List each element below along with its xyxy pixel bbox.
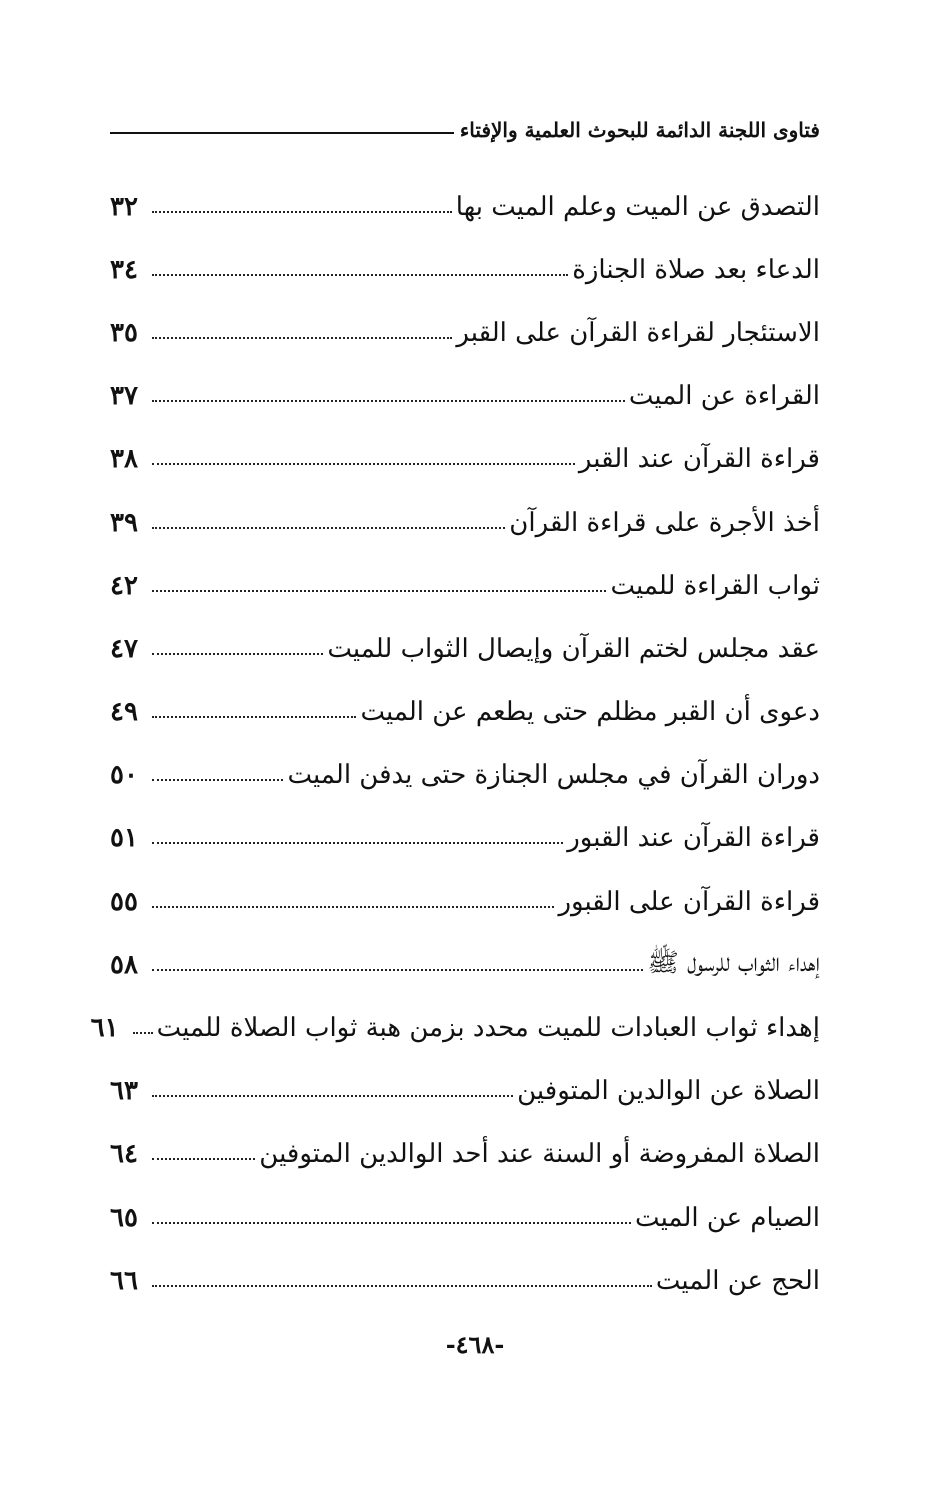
toc-entry[interactable] (110, 807, 820, 870)
toc-entry-title: إهداء ثواب العبادات للميت محدد بزمن هبة ثواب الصلاة للميت (156, 1013, 820, 1044)
dot-leader (152, 1222, 631, 1224)
running-header (110, 108, 820, 152)
toc-entry[interactable] (110, 933, 820, 996)
toc-entry-title: قراءة القرآن على القبور (558, 886, 820, 917)
toc-entry-page: ٥٨ (110, 949, 138, 980)
toc-entry-title: عقد مجلس لختم القرآن وإيصال الثواب للميت (327, 633, 820, 664)
toc-entry-page: ٣٩ (110, 507, 138, 538)
dot-leader (152, 400, 625, 402)
toc-entry-page: ٣٥ (110, 317, 138, 348)
dot-leader (152, 463, 575, 465)
dot-leader (152, 1095, 513, 1097)
toc-entry[interactable] (110, 1123, 820, 1186)
dot-leader (152, 1285, 652, 1287)
toc-entry-page: ٣٧ (110, 381, 138, 412)
toc-entry[interactable] (110, 175, 820, 238)
toc-entry-title: الحج عن الميت (655, 1265, 820, 1296)
dot-leader (152, 716, 356, 718)
dot-leader (152, 842, 563, 844)
toc-entry[interactable] (110, 428, 820, 491)
toc-entry[interactable] (110, 1186, 820, 1249)
toc-entry-title: دعوى أن القبر مظلم حتى يطعم عن الميت (360, 697, 820, 728)
dot-leader (152, 527, 505, 529)
dot-leader (152, 779, 283, 781)
toc-entry-title: الصلاة المفروضة أو السنة عند أحد الوالدين المتوفين (259, 1139, 820, 1170)
toc-entry-page: ٤٢ (110, 570, 138, 601)
toc-entry[interactable] (110, 681, 820, 744)
dot-leader (152, 653, 323, 655)
toc-entry-page: ٦٤ (110, 1139, 138, 1170)
page-number: -٤٦٨- (445, 1330, 505, 1359)
toc-entry[interactable] (110, 617, 820, 680)
toc-entry-title: دوران القرآن في مجلس الجنازة حتى يدفن الميت (287, 760, 820, 791)
toc-entry-page: ٥٠ (110, 760, 138, 791)
toc-entry-page: ٦١ (90, 1013, 119, 1044)
toc-entry-page: ٦٥ (110, 1202, 138, 1233)
toc-entry[interactable] (110, 301, 820, 364)
toc-entry[interactable] (110, 554, 820, 617)
toc-entry-title: ثواب القراءة للميت (610, 570, 820, 601)
toc-entry-page: ٥٥ (110, 886, 138, 917)
toc-entry[interactable] (110, 870, 820, 933)
toc-entry[interactable] (110, 744, 820, 807)
toc-entry-title: التصدق عن الميت وعلم الميت بها (455, 191, 820, 222)
toc-entry[interactable] (110, 365, 820, 428)
dot-leader (152, 969, 643, 971)
toc-entry-title: إهداء الثواب للرسول ﷺ (647, 947, 820, 978)
toc-entry[interactable] (110, 1060, 820, 1123)
toc-entry-page: ٣٤ (110, 254, 138, 285)
dot-leader (152, 1158, 255, 1160)
dot-leader (152, 211, 452, 213)
toc-entry-page: ٤٧ (110, 633, 138, 664)
toc-entry-page: ٣٨ (110, 444, 138, 475)
dot-leader (152, 337, 452, 339)
toc-entry-title: الدعاء بعد صلاة الجنازة (572, 254, 820, 285)
dot-leader (152, 590, 606, 592)
toc-entry-title: الصلاة عن الوالدين المتوفين (517, 1076, 820, 1107)
toc-entry[interactable] (110, 238, 820, 301)
dot-leader (152, 274, 568, 276)
toc-entry-page: ٣٢ (110, 191, 138, 222)
dot-leader (152, 906, 554, 908)
book-title: فتاوى اللجنة الدائمة للبحوث العلمية والإفتاء (459, 118, 820, 142)
header-rule (110, 132, 454, 134)
toc-entry-title: أخذ الأجرة على قراءة القرآن (509, 507, 820, 538)
toc-entry-title: القراءة عن الميت (628, 381, 820, 412)
toc-entry-title: الصيام عن الميت (635, 1202, 820, 1233)
toc-entry-title: قراءة القرآن عند القبور (567, 823, 820, 854)
toc-entry-page: ٤٩ (110, 697, 138, 728)
toc-entry-title: قراءة القرآن عند القبر (578, 444, 820, 475)
toc-entry-page: ٦٦ (110, 1265, 138, 1296)
table-of-contents (90, 175, 820, 1312)
toc-entry[interactable] (110, 491, 820, 554)
toc-entry[interactable] (90, 996, 820, 1059)
toc-entry[interactable] (110, 1249, 820, 1312)
dot-leader (133, 1032, 153, 1034)
toc-entry-page: ٥١ (110, 823, 138, 854)
toc-entry-page: ٦٣ (110, 1076, 138, 1107)
toc-entry-title: الاستئجار لقراءة القرآن على القبر (456, 317, 820, 348)
